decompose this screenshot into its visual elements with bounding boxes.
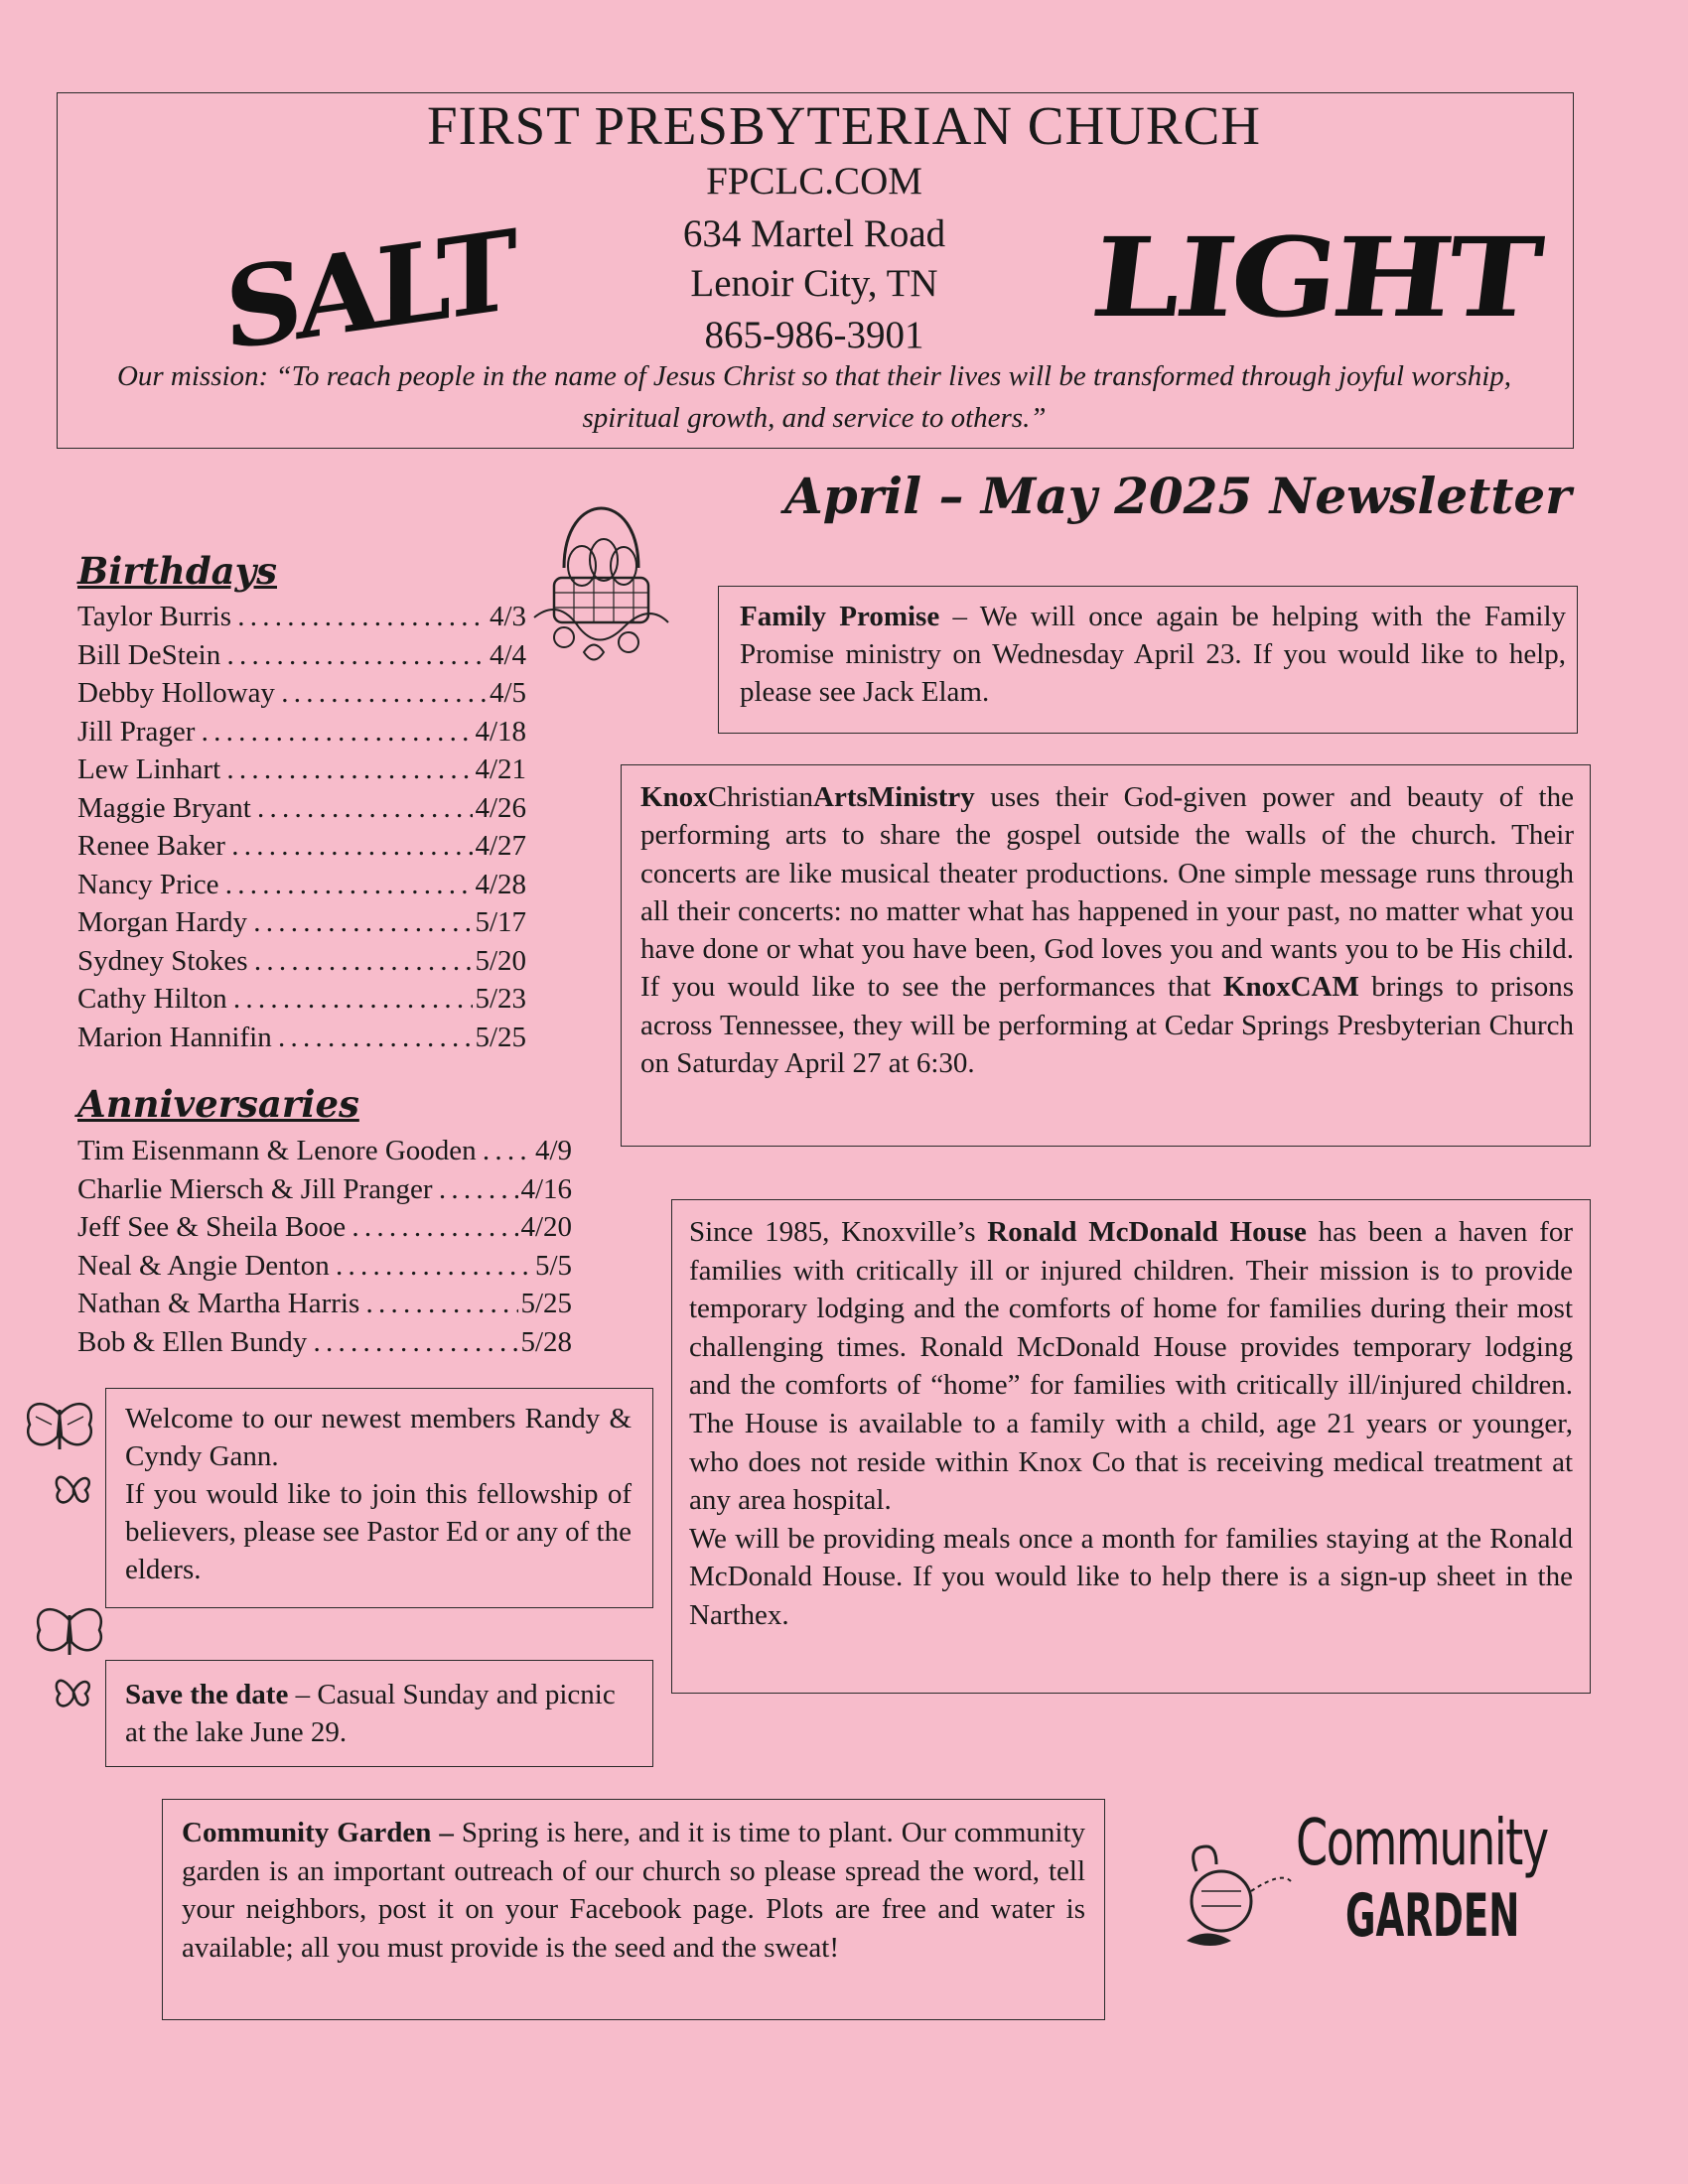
knoxcam-name-part: Ministry	[867, 781, 975, 813]
save-the-date-text	[125, 1676, 632, 1751]
anniversary-list	[77, 1132, 572, 1361]
newsletter-title: April – May 2025 Newsletter	[784, 467, 1572, 525]
date: 5/25	[520, 1288, 572, 1319]
knoxcam-abbrev: KnoxCAM	[1222, 971, 1359, 1004]
rmh-body: has been a haven for families with critically ill or injured children. Their mission is to provide temporary lodging and the comforts of home for families during their most challenging times. Ronald McDonald House provides temporary lodging and the comforts of “home” for families with critically ill/injured children. The House is available to a family with a child, age 21 years or younger, who does not reside within Knox Co that is receiving medical treatment at any area hospital.	[689, 1216, 1573, 1517]
city-state: Lenoir City, TN	[690, 262, 938, 305]
knoxcam-text	[640, 778, 1574, 1082]
butterfly-icon	[50, 1668, 97, 1715]
anniversaries-heading: Anniversaries	[77, 1082, 359, 1126]
light-logo: LIGHT	[1085, 213, 1545, 341]
couple-names: Neal & Angie Denton . . .	[77, 1247, 533, 1286]
date: 4/5	[489, 677, 526, 709]
knoxcam-name-part: Knox	[640, 781, 708, 813]
date: 5/20	[475, 944, 526, 977]
date: 5/23	[475, 983, 526, 1015]
phone-number: 865-986-3901	[704, 314, 924, 356]
community-garden-body: Spring is here, and it is time to plant. Our community garden is an important outreach of our church so please spread the word, tell your neighbors, post it on your Facebook page. Plots are free and water is available; all you must provide is the seed and the sweat!	[182, 1817, 1085, 1964]
person-name: Bill DeStein . . .	[77, 636, 488, 675]
rmh-intro: Since 1985, Knoxville’s	[689, 1216, 988, 1248]
knoxcam-name-part: Christian	[707, 781, 814, 813]
list-item	[77, 1019, 526, 1057]
family-promise-body: – We will once again be helping with the Family Promise ministry on Wednesday April 23. If you would like to help, please see Jack Elam.	[740, 601, 1566, 708]
family-promise-label: Family Promise	[740, 601, 940, 632]
list-item	[77, 674, 526, 713]
list-item	[77, 1323, 572, 1362]
butterfly-icon	[22, 1395, 97, 1464]
rmh-name: Ronald McDonald House	[987, 1216, 1307, 1248]
save-the-date-body: – Casual Sunday and picnic at the lake June 29.	[125, 1679, 616, 1748]
family-promise-text	[740, 598, 1566, 711]
welcome-text	[125, 1400, 632, 1588]
community-garden-logo	[1296, 1807, 1554, 1985]
date: 4/28	[475, 868, 526, 900]
date: 4/21	[475, 753, 526, 785]
list-item	[77, 827, 526, 866]
list-item	[77, 636, 526, 675]
list-item	[77, 1170, 572, 1209]
ronald-mcdonald-text	[689, 1213, 1573, 1635]
person-name: Renee Baker . . .	[77, 827, 473, 866]
list-item	[77, 598, 526, 636]
person-name: Sydney Stokes . . .	[77, 942, 473, 981]
list-item	[77, 1285, 572, 1323]
list-item	[77, 980, 526, 1019]
watering-can-icon	[1157, 1822, 1296, 1961]
couple-names: Charlie Miersch & Jill Pranger . . .	[77, 1170, 518, 1209]
date: 4/20	[520, 1211, 572, 1243]
person-name: Cathy Hilton . . .	[77, 980, 473, 1019]
couple-names: Jeff See & Sheila Booe . . .	[77, 1208, 518, 1247]
community-garden-label: Community Garden –	[182, 1817, 454, 1848]
list-item	[77, 903, 526, 942]
person-name: Marion Hannifin . . .	[77, 1019, 473, 1057]
butterfly-icon	[32, 1600, 107, 1670]
date: 4/3	[489, 601, 526, 632]
save-the-date-label: Save the date	[125, 1679, 289, 1710]
butterfly-icon	[50, 1464, 97, 1512]
list-item	[77, 866, 526, 904]
mission-statement: Our mission: “To reach people in the name of Jesus Christ so that their lives will be transformed through joyful worship, spiritual growth, and service to others.”	[116, 360, 1512, 434]
garden-logo-line2: GARDEN	[1345, 1881, 1520, 1951]
list-item	[77, 1132, 572, 1170]
date: 4/4	[489, 638, 526, 671]
community-garden-text	[182, 1814, 1085, 1967]
knoxcam-body: uses their God-given power and beauty of the performing arts to share the gospel outside the walls of the church. Their concerts are like musical theater productions. One simple message runs through all their concerts: no matter what has happened in your past, no matter what you have done or what you have been, God loves you and wants you to be His child. If you would like to see the performances that	[640, 781, 1574, 1004]
person-name: Maggie Bryant . . .	[77, 789, 473, 828]
person-name: Nancy Price . . .	[77, 866, 473, 904]
website[interactable]: FPCLC.COM	[706, 160, 922, 203]
list-item	[77, 942, 526, 981]
couple-names: Bob & Ellen Bundy . . .	[77, 1323, 518, 1362]
date: 4/18	[475, 715, 526, 748]
list-item	[77, 751, 526, 789]
birthday-list	[77, 598, 526, 1056]
date: 5/25	[475, 1021, 526, 1053]
birthdays-heading: Birthdays	[77, 549, 277, 593]
person-name: Taylor Burris . . .	[77, 598, 488, 636]
welcome-members: Welcome to our newest members Randy & Cyndy Gann.	[125, 1403, 632, 1472]
person-name: Jill Prager . . .	[77, 713, 473, 751]
list-item	[77, 789, 526, 828]
couple-names: Tim Eisenmann & Lenore Gooden . . .	[77, 1132, 533, 1170]
person-name: Lew Linhart . . .	[77, 751, 473, 789]
person-name: Debby Holloway . . .	[77, 674, 488, 713]
rmh-meals: We will be providing meals once a month for families staying at the Ronald McDonald House. If you would like to help there is a sign-up sheet in the Narthex.	[689, 1522, 1573, 1631]
date: 5/28	[520, 1325, 572, 1358]
easter-basket-icon	[524, 478, 673, 677]
list-item	[77, 1247, 572, 1286]
couple-names: Nathan & Martha Harris . . .	[77, 1285, 518, 1323]
garden-logo-line1: Community	[1296, 1807, 1548, 1880]
date: 4/27	[475, 830, 526, 862]
date: 4/16	[520, 1172, 572, 1205]
knoxcam-name-part: Arts	[813, 781, 868, 813]
list-item	[77, 713, 526, 751]
date: 5/17	[475, 906, 526, 938]
church-name: FIRST PRESBYTERIAN CHURCH	[427, 95, 1261, 156]
street-address: 634 Martel Road	[682, 212, 946, 255]
person-name: Morgan Hardy . . .	[77, 903, 473, 942]
date: 4/9	[534, 1135, 572, 1166]
knoxcam-body-end: brings to prisons across Tennessee, they will be performing at Cedar Springs Presbyterian Church on Saturday April 27 at 6:30.	[640, 971, 1574, 1080]
date: 5/5	[534, 1249, 572, 1282]
list-item	[77, 1208, 572, 1247]
date: 4/26	[475, 791, 526, 824]
welcome-invite: If you would like to join this fellowship of believers, please see Pastor Ed or any of the elders.	[125, 1478, 632, 1585]
salt-logo: SALT	[224, 205, 511, 375]
